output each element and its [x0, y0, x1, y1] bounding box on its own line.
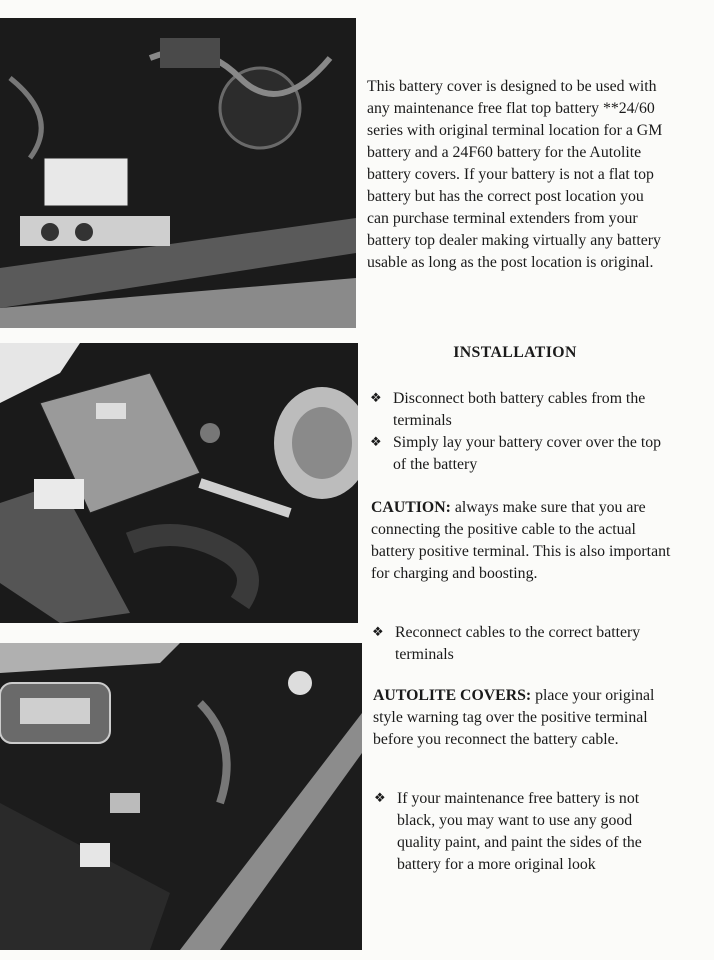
autolite-text: place your original style warning tag over the positive terminal before you reconnect the battery cable. — [373, 687, 655, 748]
engine-photo-bottom-drawing — [0, 643, 362, 950]
engine-photo-top-drawing — [0, 18, 356, 328]
install-step-paint — [374, 788, 673, 876]
install-step-text: Reconnect cables to the correct battery terminals — [395, 624, 641, 663]
caution-text: always make sure that you are connecting the positive cable to the actual battery positive terminal. This is also important for charging and boosting. — [371, 499, 671, 582]
install-step-reconnect — [372, 622, 675, 666]
install-step-text: If your maintenance free battery is not black, you may want to use any good quality paint, and paint the sides of the battery for a more original look — [397, 790, 642, 873]
installation-heading: INSTALLATION — [453, 344, 577, 361]
autolite-paragraph — [373, 685, 659, 751]
engine-photo-bottom — [0, 643, 362, 950]
caution-label: CAUTION: — [371, 499, 451, 516]
install-step-disconnect — [370, 388, 673, 432]
caution-paragraph — [371, 497, 671, 585]
install-step-text: Simply lay your battery cover over the top of the battery — [393, 434, 662, 473]
diamond-bullet-icon: ❖ — [374, 791, 386, 806]
autolite-label: AUTOLITE COVERS: — [373, 687, 532, 704]
diamond-bullet-icon: ❖ — [370, 435, 382, 450]
engine-photo-middle — [0, 343, 358, 623]
engine-photo-middle-drawing — [0, 343, 358, 623]
diamond-bullet-icon: ❖ — [370, 391, 382, 406]
diamond-bullet-icon: ❖ — [372, 625, 384, 640]
intro-paragraph: This battery cover is designed to be used with any maintenance free flat top battery **24/60 series with original terminal location for a GM battery and a 24F60 battery for the Autolite battery covers. If your battery is not a flat top battery but has the correct post location you can purchase terminal extenders from your battery top dealer making virtually any battery usable as long as the post location is original. — [367, 78, 663, 271]
engine-photo-top — [0, 18, 356, 328]
install-step-lay-cover — [370, 432, 673, 476]
install-step-text: Disconnect both battery cables from the terminals — [393, 390, 646, 429]
